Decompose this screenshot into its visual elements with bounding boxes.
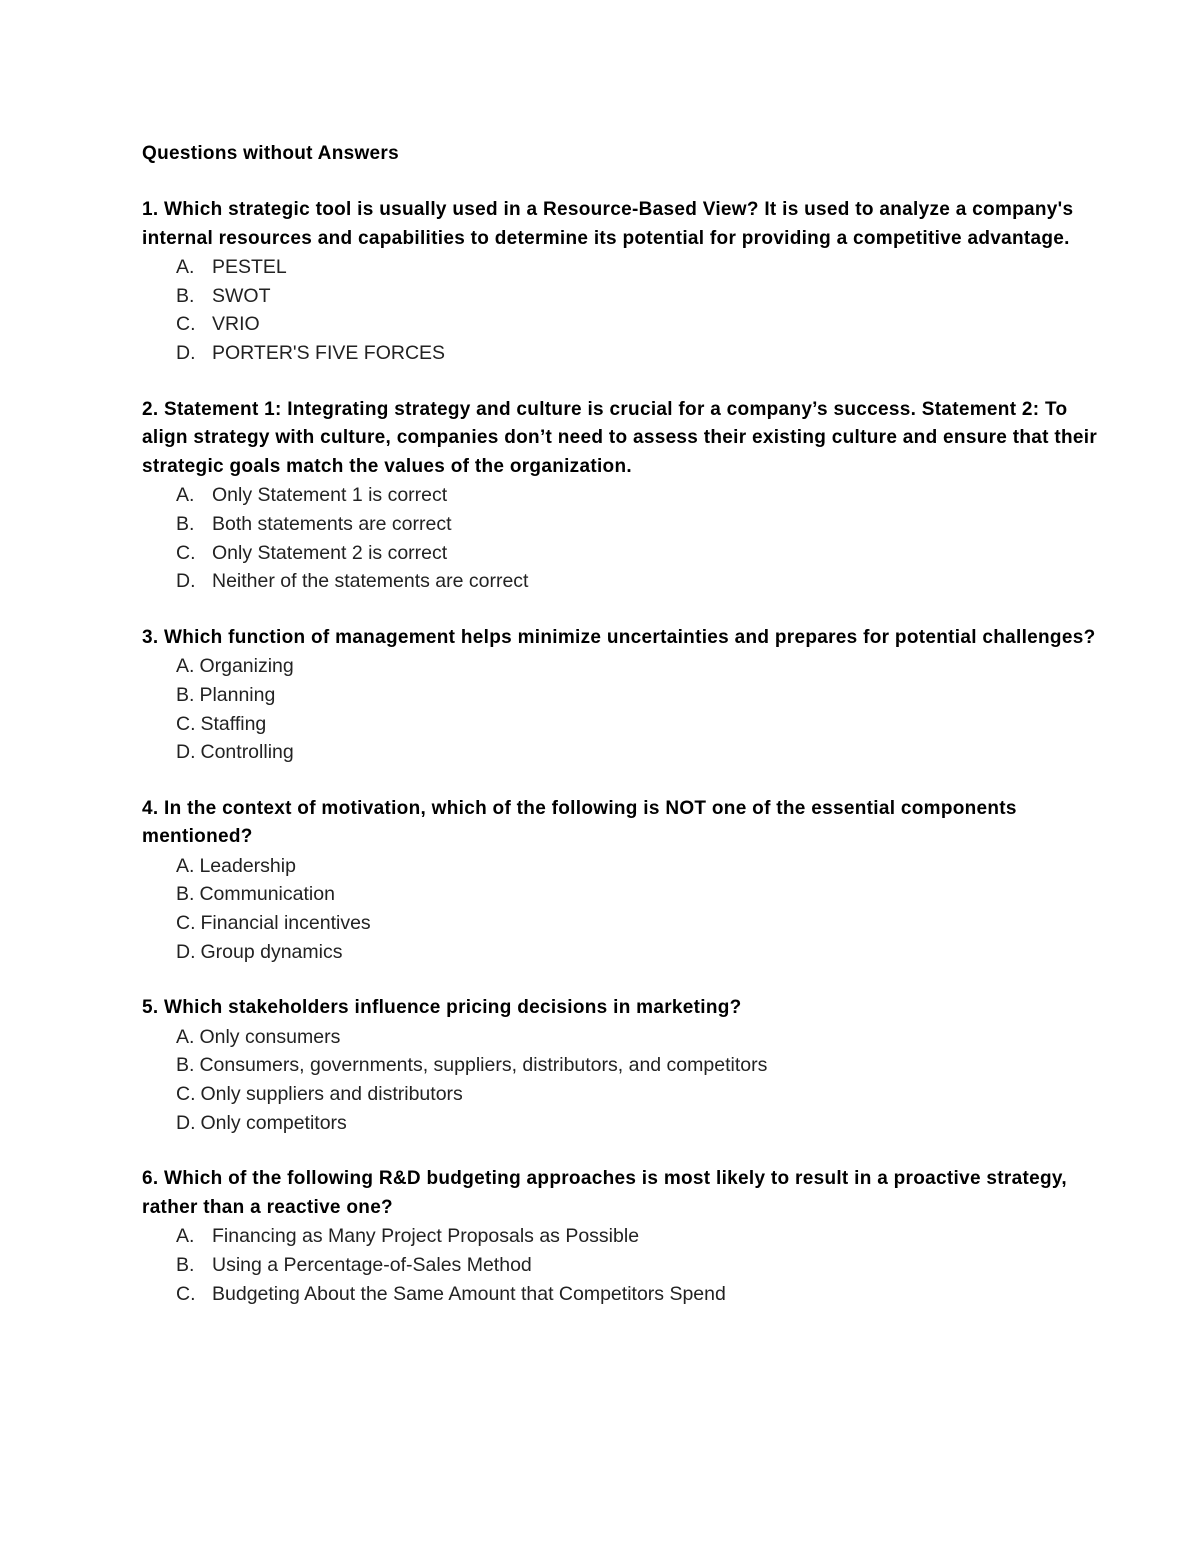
option-list [142,1023,1102,1137]
option-letter: D. [176,341,196,364]
option-text: Planning [199,683,276,706]
option-text: PESTEL [212,256,287,279]
option-item [142,652,1102,681]
option-item [142,481,1102,510]
option-item [142,567,1102,596]
option-letter: A. [176,655,195,678]
option-letter: A. [176,256,195,279]
option-item [142,339,1102,368]
option-text: SWOT [212,284,271,307]
question-stem: 1. Which strategic tool is usually used in a Resource-Based View? It is used to analyze a company's internal resources and capabilities to determine its potential for providing a competitive advantage. [142,199,1074,249]
option-item [142,1023,1102,1052]
option-letter: C. [176,1083,196,1106]
question-2 [142,396,1102,596]
option-letter: A. [176,1025,195,1048]
option-text: Only suppliers and distributors [200,1083,463,1106]
option-text: PORTER'S FIVE FORCES [212,341,446,364]
option-text: Only Statement 2 is correct [212,541,448,564]
option-letter: B. [176,512,195,535]
option-letter: B. [176,284,195,307]
option-letter: D. [176,1111,196,1134]
question-5 [142,994,1102,1137]
option-text: Communication [199,883,335,906]
option-letter: C. [176,541,196,564]
option-letter: D. [176,570,196,593]
option-letter: A. [176,1225,195,1248]
option-text: Consumers, governments, suppliers, distributors, and competitors [199,1054,768,1077]
option-letter: B. [176,883,195,906]
option-letter: C. [176,313,196,336]
option-letter: C. [176,1282,196,1305]
option-letter: B. [176,1254,195,1276]
option-item [142,539,1102,568]
option-list [142,481,1102,595]
option-text: Only consumers [199,1025,341,1048]
option-item [142,909,1102,938]
option-item [142,310,1102,339]
option-text: Group dynamics [200,940,343,963]
question-stem: 5. Which stakeholders influence pricing decisions in marketing? [142,997,742,1019]
option-item [142,880,1102,909]
option-text: Both statements are correct [212,512,452,535]
option-item [142,253,1102,282]
option-list [142,652,1102,766]
option-item [142,738,1102,767]
option-letter: C. [176,912,196,935]
option-item [142,938,1102,967]
question-4 [142,795,1102,967]
option-text: Financial incentives [200,912,371,935]
question-stem: 6. Which of the following R&D budgeting approaches is most likely to result in a proactive strategy, rather than a reactive one? [142,1168,1067,1218]
option-letter: C. [176,712,196,735]
option-text: Financing as Many Project Proposals as Possible [212,1225,640,1248]
option-text: Controlling [200,741,294,764]
option-item [142,1251,1102,1280]
option-list [142,852,1102,966]
question-3 [142,624,1102,767]
option-item [142,710,1102,739]
question-stem: 2. Statement 1: Integrating strategy and culture is crucial for a company’s success. Statement 2: To align strategy with culture, companies don’t need to assess their existing culture and ensure that their strategic goals match the values of the organization. [142,398,1098,477]
option-text: Only competitors [200,1111,347,1134]
option-letter: D. [176,741,196,764]
option-letter: D. [176,940,196,963]
question-stem: 3. Which function of management helps minimize uncertainties and prepares for potential challenges? [142,626,1096,648]
option-item [142,510,1102,539]
option-text: Leadership [199,854,296,877]
option-letter: B. [176,1054,195,1077]
question-stem: 4. In the context of motivation, which of the following is NOT one of the essential components mentioned? [142,797,1017,848]
document-page [142,139,1102,1308]
option-item [142,1280,1102,1309]
option-item [142,1222,1102,1251]
option-text: Staffing [200,712,267,735]
option-text: Only Statement 1 is correct [212,484,448,507]
question-1 [142,196,1102,368]
option-text: Budgeting About the Same Amount that Competitors Spend [212,1282,726,1305]
document-title: Questions without Answers [142,143,399,164]
option-text: Neither of the statements are correct [212,570,529,593]
question-6 [142,1165,1102,1308]
option-item [142,1051,1102,1080]
option-list [142,253,1102,367]
option-item [142,852,1102,881]
option-letter: A. [176,484,195,507]
option-text: VRIO [212,313,260,336]
option-letter: A. [176,854,195,877]
option-letter: B. [176,683,195,706]
option-item [142,1109,1102,1138]
option-item [142,282,1102,311]
option-item [142,681,1102,710]
option-item [142,1080,1102,1109]
option-text: Organizing [199,655,294,678]
option-text: Using a Percentage-of-Sales Method [212,1254,532,1276]
option-list [142,1222,1102,1308]
